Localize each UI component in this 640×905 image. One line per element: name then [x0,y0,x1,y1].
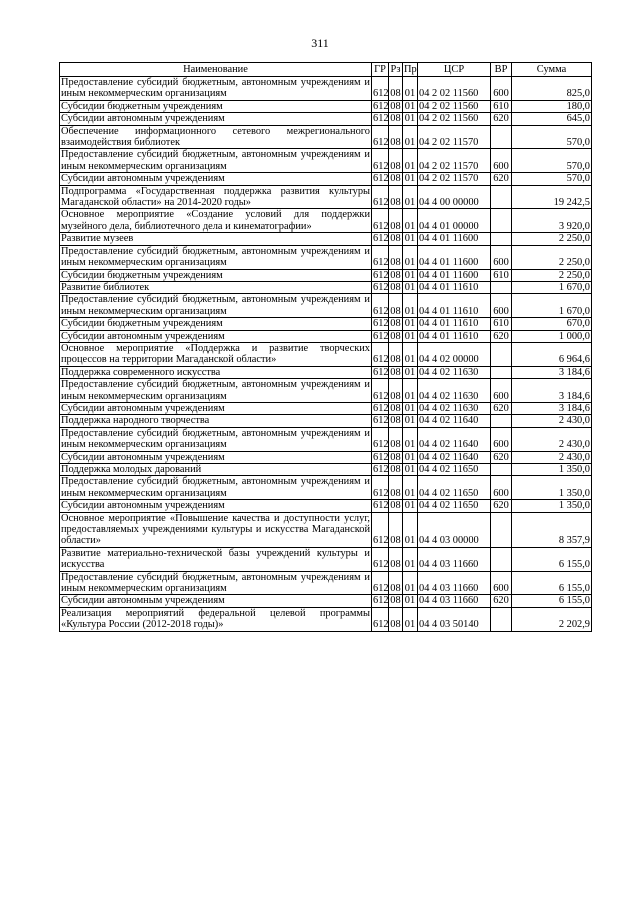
cell-sum: 6 155,0 [512,595,592,607]
cell-sum: 3 920,0 [512,209,592,233]
cell-gr: 612 [373,233,389,245]
table-row [60,330,592,342]
cell-sum: 2 202,9 [512,607,592,631]
cell-pr: 01 [403,113,418,125]
cell-name: Субсидии бюджетным учреждениям [60,269,372,281]
cell-sum: 19 242,5 [512,185,592,209]
cell-sum: 2 430,0 [512,427,592,451]
cell-gr: 612 [373,366,389,378]
table-row [60,464,592,476]
cell-pr: 01 [403,415,418,427]
cell-pr: 01 [403,547,418,571]
cell-vr: 600 [491,77,512,101]
cell-vr [491,464,512,476]
cell-gr: 612 [373,113,389,125]
header-vr: ВР [491,63,512,77]
table-row [60,233,592,245]
table-row [60,173,592,185]
cell-gr: 612 [373,281,389,293]
cell-gr: 612 [372,125,389,149]
cell-gr: 612 [372,607,389,631]
table-row [60,379,592,403]
cell-csr: 04 2 02 11560 [418,100,491,112]
cell-pr: 01 [403,318,418,330]
cell-csr: 04 4 02 11640 [418,451,491,463]
cell-name: Развитие материально-технической базы учреждений культуры и искусства [61,547,370,571]
header-rz: Рз [389,63,403,77]
table-row [60,402,592,414]
cell-vr [491,281,512,293]
cell-pr: 01 [403,185,418,209]
cell-rz: 08 [390,402,401,414]
cell-gr: 612 [373,464,389,475]
cell-vr: 600 [491,245,512,269]
cell-name: Подпрограмма «Государственная поддержка развития культуры Магаданской области» на 2014-2020 годы» [61,185,370,209]
cell-gr: 612 [373,402,389,414]
cell-rz: 08 [390,269,401,281]
cell-name: Основное мероприятие «Поддержка и развитие творческих процессов на территории Магаданской области» [61,342,370,366]
cell-csr: 04 4 02 11630 [418,379,491,403]
cell-gr: 612 [372,476,389,500]
table-row [60,451,592,463]
cell-csr: 04 4 01 11610 [418,330,491,342]
cell-csr: 04 2 02 11560 [418,77,491,101]
cell-csr: 04 4 02 11640 [418,415,491,427]
cell-vr: 600 [491,571,512,595]
cell-name: Предоставление субсидий бюджетным, автономным учреждениям и иным некоммерческим организациям [61,379,370,402]
table-header-row [60,63,592,77]
cell-gr: 612 [372,77,389,101]
cell-rz: 08 [389,379,403,403]
cell-rz: 08 [390,318,401,330]
cell-name: Развитие библиотек [60,281,372,293]
cell-vr [491,607,512,631]
table-row [60,512,592,547]
cell-gr: 612 [373,500,389,512]
cell-name: Предоставление субсидий бюджетным, автономным учреждениям и иным некоммерческим организациям [61,294,370,317]
header-csr: ЦСР [418,63,491,77]
cell-name: Субсидии бюджетным учреждениям [60,100,372,112]
cell-rz: 08 [389,185,403,209]
cell-gr: 612 [373,318,389,330]
cell-sum: 8 357,9 [512,512,592,547]
cell-rz: 08 [390,330,401,342]
cell-rz: 08 [390,500,401,512]
cell-rz: 08 [389,125,403,149]
header-name: Наименование [60,63,372,77]
cell-name: Предоставление субсидий бюджетным, автономным учреждениям и иным некоммерческим организациям [61,476,370,499]
table-row [60,342,592,366]
cell-csr: 04 4 01 00000 [418,209,491,233]
cell-name: Поддержка народного творчества [60,415,372,427]
cell-name: Предоставление субсидий бюджетным, автономным учреждениям и иным некоммерческим организациям [61,149,370,172]
cell-rz: 08 [389,547,403,571]
header-gr: ГР [372,63,389,77]
cell-csr: 04 4 03 50140 [418,607,491,631]
cell-pr: 01 [403,269,418,281]
cell-pr: 01 [403,330,418,342]
cell-pr: 01 [403,512,418,547]
cell-csr: 04 4 02 00000 [418,342,491,366]
cell-vr: 610 [491,318,512,330]
cell-rz: 08 [390,366,401,378]
cell-vr: 600 [491,379,512,403]
cell-rz: 08 [390,415,401,427]
cell-rz: 08 [390,464,401,475]
cell-vr: 620 [491,173,512,185]
cell-csr: 04 4 03 11660 [418,547,491,571]
table-row [60,281,592,293]
cell-rz: 08 [389,294,403,318]
cell-pr: 01 [403,245,418,269]
cell-vr: 600 [491,476,512,500]
cell-name: Основное мероприятие «Создание условий для поддержки музейного дела, библиотечного дела и кинематографии» [61,209,370,232]
cell-sum: 570,0 [512,125,592,149]
cell-gr: 612 [373,269,389,281]
cell-pr: 01 [403,500,418,512]
cell-pr: 01 [403,294,418,318]
cell-pr: 01 [403,342,418,366]
cell-rz: 08 [390,451,401,463]
cell-rz: 08 [389,245,403,269]
cell-rz: 08 [389,77,403,101]
cell-sum: 1 350,0 [512,464,592,476]
cell-pr: 01 [403,173,418,185]
cell-gr: 612 [372,209,389,233]
cell-vr [491,233,512,245]
cell-csr: 04 4 02 11630 [418,366,491,378]
cell-sum: 6 155,0 [512,547,592,571]
cell-csr: 04 4 01 11600 [418,245,491,269]
cell-vr: 620 [491,451,512,463]
cell-csr: 04 4 02 11650 [418,464,491,476]
cell-pr: 01 [403,100,418,112]
cell-csr: 04 4 03 00000 [418,512,491,547]
cell-rz: 08 [390,595,401,607]
cell-name: Предоставление субсидий бюджетным, автономным учреждениям и иным некоммерческим организациям [61,571,370,595]
cell-vr: 620 [491,402,512,414]
cell-pr: 01 [403,427,418,451]
cell-gr: 612 [372,245,389,269]
cell-csr: 04 2 02 11570 [418,149,491,173]
cell-csr: 04 4 02 11650 [418,476,491,500]
cell-vr: 620 [491,330,512,342]
table-body [60,77,592,632]
cell-vr [491,125,512,149]
cell-sum: 2 430,0 [512,415,592,427]
cell-pr: 01 [403,149,418,173]
cell-sum: 1 670,0 [512,294,592,318]
cell-rz: 08 [389,571,403,595]
cell-pr: 01 [403,607,418,631]
cell-name: Обеспечение информационного сетевого межрегионального взаимодействия библиотек [61,125,370,149]
table-row [60,476,592,500]
cell-sum: 2 250,0 [512,245,592,269]
cell-sum: 1 350,0 [512,500,592,512]
cell-csr: 04 2 02 11570 [418,125,491,149]
cell-gr: 612 [372,342,389,366]
cell-gr: 612 [373,595,389,607]
cell-sum: 6 155,0 [512,571,592,595]
cell-rz: 08 [390,233,401,245]
cell-gr: 612 [372,294,389,318]
cell-rz: 08 [389,342,403,366]
cell-sum: 570,0 [512,149,592,173]
cell-vr: 600 [491,294,512,318]
table-row [60,415,592,427]
cell-vr [491,415,512,427]
cell-name: Субсидии автономным учреждениям [60,402,372,414]
cell-name: Предоставление субсидий бюджетным, автономным учреждениям и иным некоммерческим организациям [61,77,370,100]
cell-gr: 612 [372,547,389,571]
cell-pr: 01 [403,571,418,595]
cell-gr: 612 [373,173,389,185]
cell-vr [491,547,512,571]
cell-vr [491,185,512,209]
table-row [60,318,592,330]
cell-gr: 612 [372,512,389,547]
cell-name: Субсидии автономным учреждениям [60,500,372,512]
cell-pr: 01 [403,402,418,414]
cell-pr: 01 [403,464,418,476]
cell-sum: 3 184,6 [512,379,592,403]
cell-vr [491,366,512,378]
cell-rz: 08 [389,427,403,451]
table-row [60,209,592,233]
cell-csr: 04 2 02 11570 [418,173,491,185]
cell-gr: 612 [372,571,389,595]
cell-name: Реализация мероприятий федеральной целевой программы «Культура России (2012-2018 годы)» [61,607,370,631]
page-number: 311 [311,36,329,50]
cell-pr: 01 [403,379,418,403]
table-row [60,113,592,125]
cell-csr: 04 4 02 11630 [418,402,491,414]
cell-sum: 570,0 [512,173,592,185]
cell-gr: 612 [372,427,389,451]
cell-rz: 08 [390,173,401,185]
cell-sum: 1 350,0 [512,476,592,500]
cell-pr: 01 [403,476,418,500]
cell-sum: 3 184,6 [512,402,592,414]
cell-csr: 04 4 02 11640 [418,427,491,451]
cell-rz: 08 [390,113,401,125]
table-row [60,607,592,631]
cell-rz: 08 [389,476,403,500]
cell-pr: 01 [403,233,418,245]
cell-name: Развитие музеев [60,233,372,245]
cell-sum: 645,0 [512,113,592,125]
cell-gr: 612 [373,330,389,342]
cell-sum: 6 964,6 [512,342,592,366]
cell-name: Субсидии автономным учреждениям [60,595,372,607]
table-row [60,125,592,149]
cell-csr: 04 4 01 11610 [418,318,491,330]
cell-csr: 04 4 03 11660 [418,595,491,607]
cell-rz: 08 [390,281,401,293]
table-row [60,149,592,173]
cell-sum: 825,0 [512,77,592,101]
cell-csr: 04 4 01 11610 [418,281,491,293]
cell-gr: 612 [372,149,389,173]
cell-rz: 08 [389,512,403,547]
table-row [60,427,592,451]
cell-rz: 08 [389,149,403,173]
cell-name: Предоставление субсидий бюджетным, автономным учреждениям и иным некоммерческим организациям [61,427,370,451]
table-row [60,500,592,512]
table-row [60,77,592,101]
cell-name: Субсидии бюджетным учреждениям [60,318,372,330]
cell-vr: 600 [491,149,512,173]
cell-csr: 04 4 01 11610 [418,294,491,318]
cell-name: Поддержка молодых дарований [60,464,372,476]
cell-sum: 2 250,0 [512,233,592,245]
table-row [60,100,592,112]
table-row [60,269,592,281]
cell-csr: 04 4 03 11660 [418,571,491,595]
cell-vr: 610 [491,269,512,281]
cell-sum: 2 250,0 [512,269,592,281]
header-sum: Сумма [512,63,592,77]
cell-sum: 2 430,0 [512,451,592,463]
cell-rz: 08 [389,607,403,631]
cell-name: Субсидии автономным учреждениям [60,330,372,342]
cell-name: Субсидии автономным учреждениям [60,451,372,463]
cell-name: Основное мероприятие «Повышение качества и доступности услуг, предоставляемых учреждениями культуры и искусства Магаданской области» [61,512,370,547]
cell-csr: 04 4 01 11600 [418,269,491,281]
cell-sum: 1 670,0 [512,281,592,293]
cell-csr: 04 4 00 00000 [418,185,491,209]
cell-gr: 612 [372,185,389,209]
cell-vr: 600 [491,427,512,451]
cell-pr: 01 [403,209,418,233]
table-row [60,366,592,378]
cell-csr: 04 4 01 11600 [418,233,491,245]
cell-rz: 08 [389,209,403,233]
cell-gr: 612 [373,100,389,112]
cell-name: Поддержка современного искусства [60,366,372,378]
cell-pr: 01 [403,595,418,607]
cell-sum: 1 000,0 [512,330,592,342]
table-row [60,595,592,607]
cell-sum: 180,0 [512,100,592,112]
cell-name: Предоставление субсидий бюджетным, автономным учреждениям и иным некоммерческим организациям [61,245,370,269]
cell-vr: 620 [491,500,512,512]
cell-rz: 08 [390,100,401,112]
cell-vr: 620 [491,113,512,125]
cell-gr: 612 [373,451,389,463]
cell-csr: 04 4 02 11650 [418,500,491,512]
cell-pr: 01 [403,281,418,293]
table-row [60,185,592,209]
cell-sum: 3 184,6 [512,366,592,378]
cell-pr: 01 [403,451,418,463]
header-pr: Пр [404,63,417,75]
cell-sum: 670,0 [512,318,592,330]
cell-vr: 610 [491,100,512,112]
cell-vr [491,342,512,366]
cell-pr: 01 [403,77,418,101]
cell-name: Субсидии автономным учреждениям [60,113,372,125]
table-row [60,294,592,318]
cell-pr: 01 [403,366,418,378]
cell-vr [491,512,512,547]
cell-name: Субсидии автономным учреждениям [60,173,372,185]
cell-gr: 612 [373,415,389,427]
cell-csr: 04 2 02 11560 [418,113,491,125]
table-row [60,547,592,571]
budget-table [59,62,592,632]
cell-gr: 612 [372,379,389,403]
cell-pr: 01 [403,125,418,149]
cell-vr: 620 [491,595,512,607]
table-row [60,245,592,269]
cell-vr [491,209,512,233]
table-row [60,571,592,595]
